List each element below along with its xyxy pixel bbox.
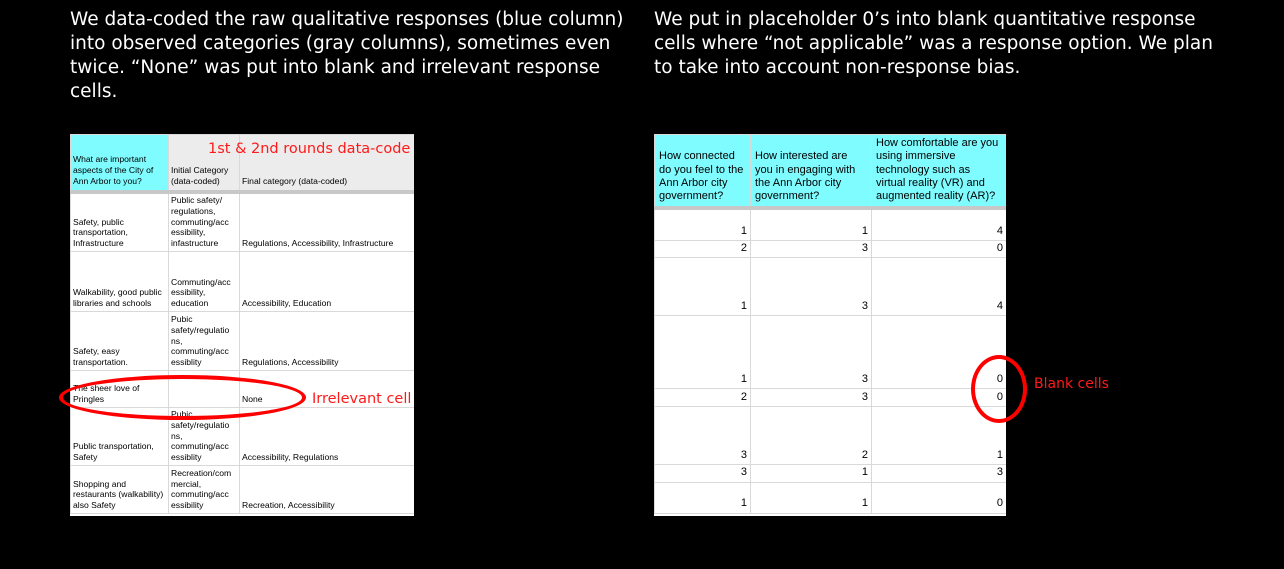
cell-comfortable[interactable]: 0 [872, 482, 1007, 513]
cell-interested[interactable]: 3 [751, 316, 872, 389]
header-cell-initial-category: Initial Category (data-coded) [169, 135, 240, 192]
blank-cells-annotation: Blank cells [1034, 376, 1109, 392]
cell-connected[interactable]: 3 [655, 465, 751, 482]
cell-interested[interactable]: 1 [751, 208, 872, 240]
table-row [71, 252, 415, 312]
cell-comfortable[interactable]: 3 [872, 465, 1007, 482]
cell-connected[interactable]: 1 [655, 316, 751, 389]
cell-final-category[interactable]: None [240, 371, 415, 408]
table-row [655, 240, 1007, 257]
qualitative-table [70, 134, 414, 514]
quantitative-table [654, 134, 1006, 514]
cell-comfortable[interactable]: 4 [872, 258, 1007, 316]
header-cell-final-category: Final category (data-coded) [240, 135, 415, 192]
cell-interested[interactable]: 3 [751, 389, 872, 407]
cell-interested[interactable]: 2 [751, 407, 872, 465]
cell-comfortable[interactable]: 0 [872, 240, 1007, 257]
table-row [71, 312, 415, 371]
left-caption: We data-coded the raw qualitative responses (blue column) into observed categories (gray columns), sometimes even twice. “None” was put into blank and irrelevant response cells. [70, 9, 624, 102]
cell-connected[interactable]: 1 [655, 208, 751, 240]
table-row [655, 407, 1007, 465]
cell-initial-category[interactable]: Recreation/com mercial, commuting/acc essibility [169, 466, 240, 514]
blank-cells-highlight-ellipse [971, 355, 1027, 423]
quantitative-spreadsheet [654, 134, 1006, 516]
rounds-annotation: 1st & 2nd rounds data-code [208, 141, 411, 157]
table-row [655, 389, 1007, 407]
table-row [655, 258, 1007, 316]
cell-comfortable[interactable]: 4 [872, 208, 1007, 240]
header-cell-raw-response: What are important aspects of the City of Ann Arbor to you? [71, 135, 169, 192]
cell-interested[interactable]: 1 [751, 482, 872, 513]
cell-final-category[interactable]: Accessibility, Regulations [240, 408, 415, 466]
right-caption: We put in placeholder 0’s into blank quantitative response cells where “not applicable” was a response option. We plan to take into account non-response bias. [654, 9, 1213, 78]
cell-raw-response[interactable]: Shopping and restaurants (walkability) also Safety [71, 466, 169, 514]
table-row [655, 208, 1007, 240]
cell-interested[interactable]: 3 [751, 258, 872, 316]
cell-connected[interactable]: 1 [655, 482, 751, 513]
header-cell-interested: How interested are you in engaging with the Ann Arbor city government? [751, 135, 872, 209]
header-cell-comfortable: How comfortable are you using immersive technology such as virtual reality (VR) and augmented reality (AR)? [872, 135, 1007, 209]
cell-connected[interactable]: 2 [655, 240, 751, 257]
header-cell-connected: How connected do you feel to the Ann Arbor city government? [655, 135, 751, 209]
table-row [655, 482, 1007, 513]
cell-comfortable[interactable]: 1 [872, 407, 1007, 465]
table-row [71, 192, 415, 252]
cell-raw-response[interactable]: Public transportation, Safety [71, 408, 169, 466]
cell-comfortable[interactable]: 0 [872, 316, 1007, 389]
cell-raw-response[interactable]: The sheer love of Pringles [71, 371, 169, 408]
cell-initial-category[interactable]: Public safety/ regulations, commuting/acc essibility, infastructure [169, 192, 240, 252]
cell-raw-response[interactable]: Safety, public transportation, Infrastructure [71, 192, 169, 252]
cell-raw-response[interactable]: Safety, easy transportation. [71, 312, 169, 371]
qualitative-spreadsheet [70, 134, 414, 516]
irrelevant-cell-annotation: Irrelevant cell [312, 391, 412, 407]
table-row [655, 465, 1007, 482]
cell-connected[interactable]: 3 [655, 407, 751, 465]
table-row [71, 466, 415, 514]
cell-connected[interactable]: 2 [655, 389, 751, 407]
cell-connected[interactable]: 1 [655, 258, 751, 316]
cell-interested[interactable]: 1 [751, 465, 872, 482]
cell-initial-category[interactable]: Commuting/acc essibility, education [169, 252, 240, 312]
cell-final-category[interactable]: Regulations, Accessibility [240, 312, 415, 371]
cell-initial-category[interactable]: Pubic safety/regulatio ns, commuting/acc essiblity [169, 312, 240, 371]
irrelevant-cell-highlight-ellipse [59, 375, 306, 420]
table-row [655, 316, 1007, 389]
cell-final-category[interactable]: Recreation, Accessibility [240, 466, 415, 514]
cell-raw-response[interactable]: Walkability, good public libraries and schools [71, 252, 169, 312]
cell-final-category[interactable]: Regulations, Accessibility, Infrastructure [240, 192, 415, 252]
cell-interested[interactable]: 3 [751, 240, 872, 257]
cell-initial-category[interactable]: Pubic safety/regulatio ns, commuting/acc essiblity [169, 408, 240, 466]
header-row [655, 135, 1007, 209]
cell-comfortable[interactable]: 0 [872, 389, 1007, 407]
cell-final-category[interactable]: Accessibility, Education [240, 252, 415, 312]
